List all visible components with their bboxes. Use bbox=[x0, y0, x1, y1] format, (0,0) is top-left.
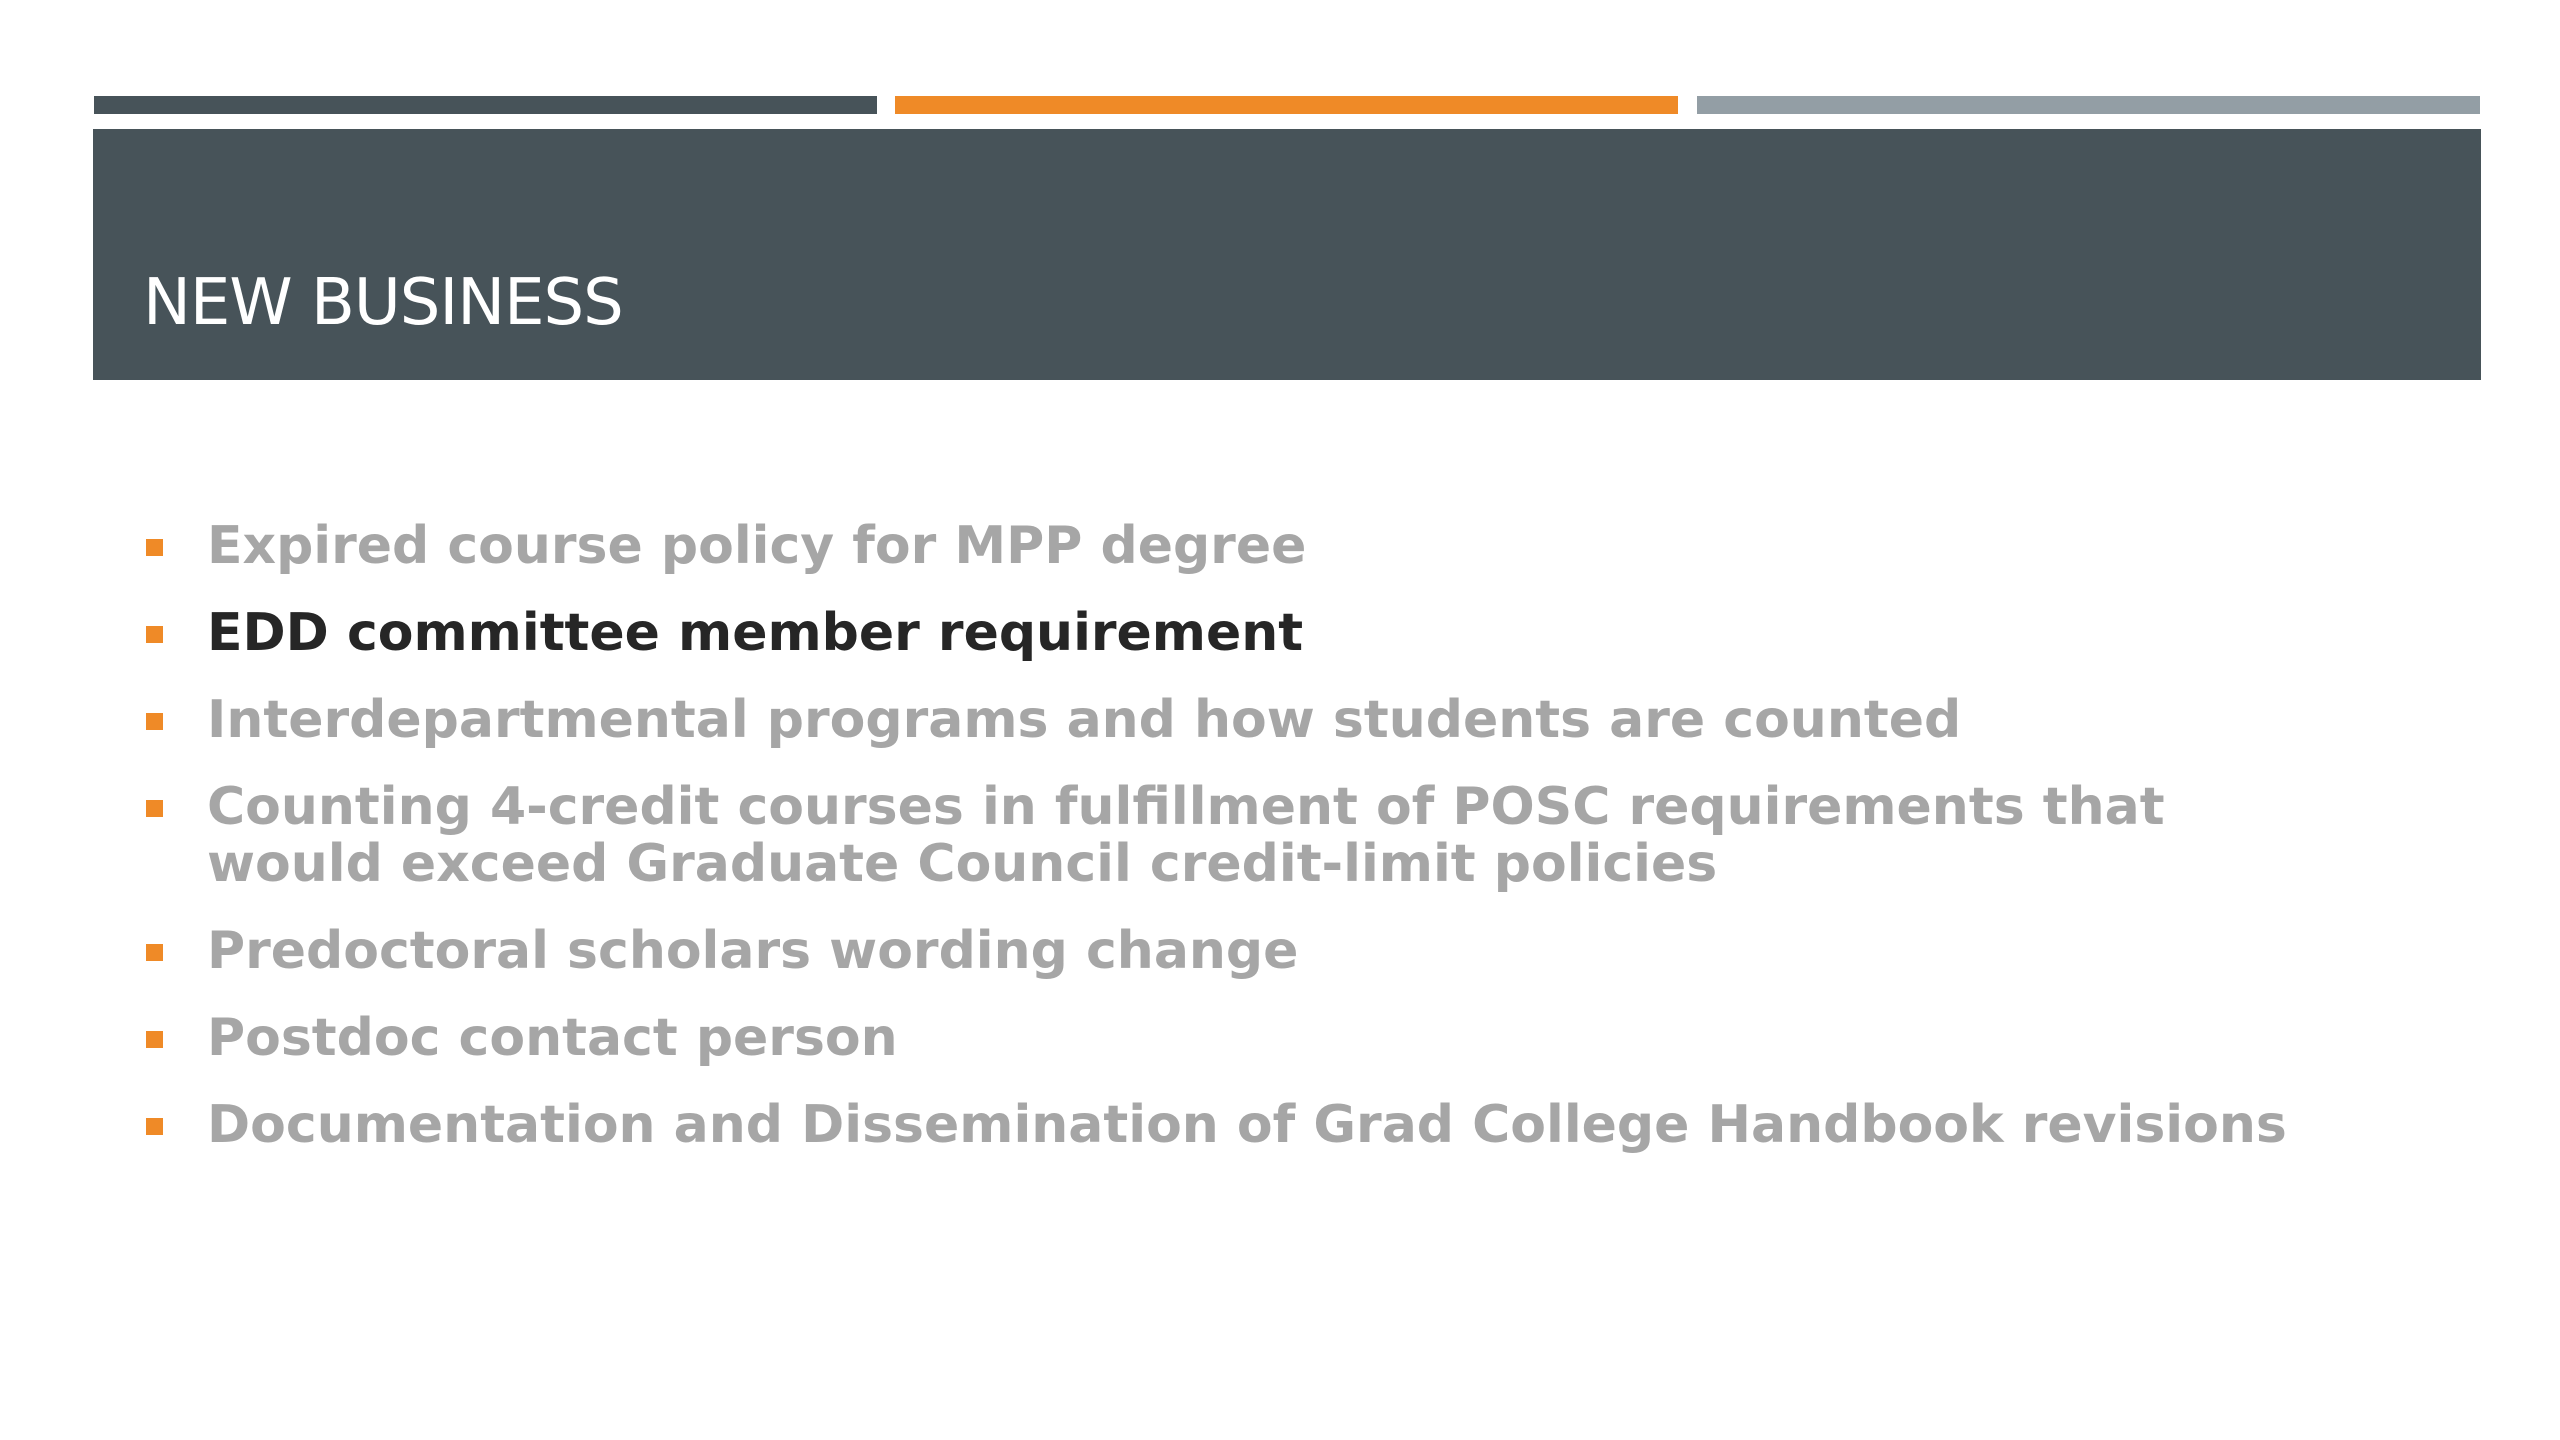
square-bullet-icon bbox=[146, 1118, 163, 1135]
bullet-list bbox=[142, 518, 2302, 1184]
bullet-text: EDD committee member requirement bbox=[207, 603, 1304, 663]
bullet-text: Predoctoral scholars wording change bbox=[207, 921, 1299, 981]
square-bullet-icon bbox=[146, 539, 163, 556]
bullet-text: Expired course policy for MPP degree bbox=[207, 516, 1307, 576]
bullet-item bbox=[142, 692, 2302, 749]
title-band bbox=[93, 129, 2481, 380]
square-bullet-icon bbox=[146, 800, 163, 817]
bullet-item bbox=[142, 923, 2302, 980]
square-bullet-icon bbox=[146, 713, 163, 730]
bullet-item bbox=[142, 779, 2302, 893]
bullet-item bbox=[142, 1097, 2302, 1154]
bullet-text: Postdoc contact person bbox=[207, 1008, 898, 1068]
bullet-item bbox=[142, 1010, 2302, 1067]
square-bullet-icon bbox=[146, 944, 163, 961]
bullet-text: Interdepartmental programs and how students are counted bbox=[207, 690, 1962, 750]
bullet-text: Counting 4-credit courses in fulfillment of POSC requirements that would exceed Graduate Council credit-limit policies bbox=[207, 777, 2165, 894]
accent-bar-dark bbox=[94, 96, 877, 114]
square-bullet-icon bbox=[146, 626, 163, 643]
bullet-item bbox=[142, 518, 2302, 575]
bullet-item bbox=[142, 605, 2302, 662]
slide-title: NEW BUSINESS bbox=[143, 266, 623, 340]
square-bullet-icon bbox=[146, 1031, 163, 1048]
accent-bar-orange bbox=[895, 96, 1678, 114]
bullet-text: Documentation and Dissemination of Grad College Handbook revisions bbox=[207, 1095, 2287, 1155]
accent-bar-gray bbox=[1697, 96, 2480, 114]
